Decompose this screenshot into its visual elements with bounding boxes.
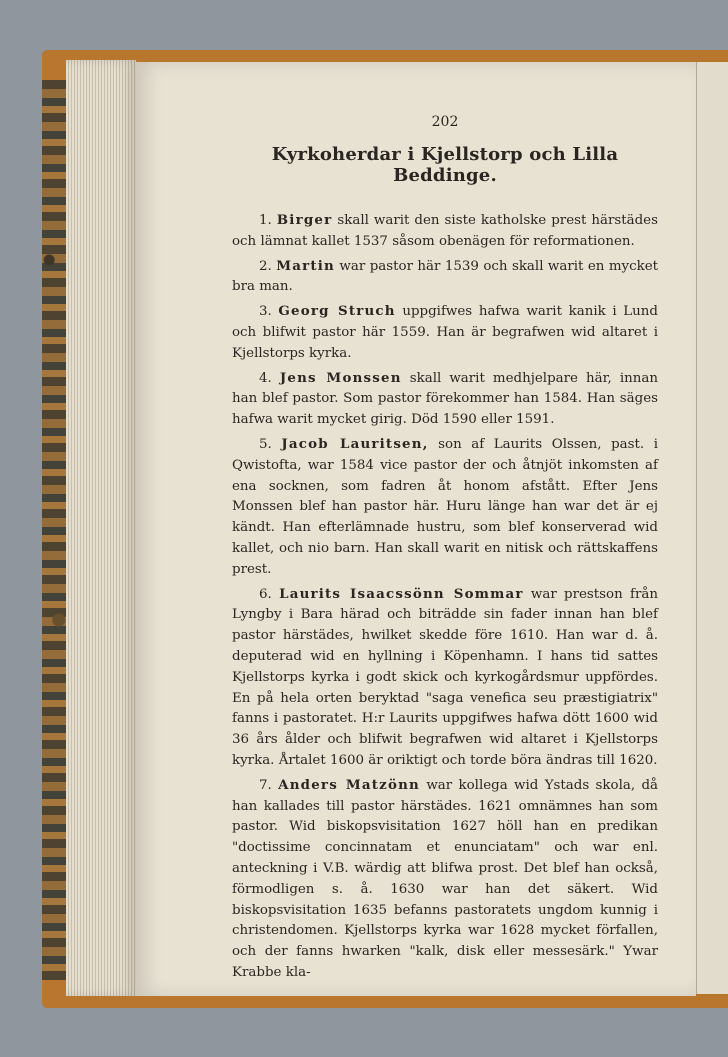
page-content	[232, 114, 658, 987]
entry-name: Jacob Lauritsen,	[281, 435, 429, 452]
entry-number: 3.	[259, 304, 272, 320]
marbled-edge	[42, 80, 66, 980]
entry-4	[232, 368, 658, 431]
entry-name: Anders Matzönn	[278, 776, 420, 793]
entry-name: Georg Struch	[278, 303, 396, 320]
entry-2	[232, 256, 658, 299]
entry-text: skall warit den siste katholske prest härstädes och lämnat kallet 1537 såsom obenägen för reformationen.	[232, 213, 658, 249]
entry-text: uppgifwes hafwa warit kanik i Lund och blifwit pastor här 1559. Han är begrafwen wid altaret i Kjellstorps kyrka.	[232, 304, 658, 361]
page-stack-edges	[66, 60, 136, 996]
page-title: Kyrkoherdar i Kjellstorp och Lilla Beddinge.	[271, 144, 619, 186]
entry-3	[232, 301, 658, 364]
entry-number: 2.	[259, 258, 272, 274]
entry-7	[232, 775, 658, 984]
entry-text: war pastor här 1539 och skall warit en mycket bra man.	[232, 258, 659, 295]
entry-number: 7.	[259, 777, 272, 793]
entry-text: skall warit medhjelpare här, innan han blef pastor. Som pastor förekommer han 1584. Han säges hafwa warit mycket girig. Död 1590 eller 1591.	[232, 370, 658, 428]
entry-name: Jens Monssen	[279, 369, 402, 386]
entry-text: son af Laurits Olssen, past. i Qwistofta, war 1584 vice pastor der och åtnjöt inkomsten af ena socknen, som fadren åt honom afstått. Efter Jens Monssen blef han pastor här. Huru länge han war det är ej kändt. Han efterlämnade hustru, som blef konserverad wid kallet, och nio barn. Han skall warit en nitisk och rättskaffens prest.	[232, 436, 658, 577]
entry-6	[232, 584, 658, 772]
entry-text: war prestson från Lyngby i Bara härad och biträdde sin fader innan han blef pastor härstädes, hwilket skedde före 1610. Han war d. å. deputerad wid en hyllning i Köpenhamn. I hans tid sattes Kjellstorps kyrka i godt skick och kyrkogårdsmur uppfördes. En på hela orten beryktad "saga venefica seu præstigiatrix" fanns i pastoratet. H:r Laurits uppgifwes hafwa dött 1600 wid 36 års ålder och blifwit begrafwen wid altaret i Kjellstorps kyrka. Årtalet 1600 är oriktigt och torde böra ändras till 1620.	[232, 586, 658, 768]
entry-name: Birger	[276, 212, 333, 228]
entry-1	[232, 210, 658, 253]
entry-5	[232, 434, 658, 581]
entry-text: war kollega wid Ystads skola, då han kallades till pastor härstädes. 1621 omnämnes han som pastor. Wid biskopsvisitation 1627 höll han en predikan "doctissime concinnatam et enunciatam" och war enl. anteckning i V.B. wärdig att blifwa prost. Det blef han också, förmodligen s. å. 1630 war han det säkert. Wid biskopsvisitation 1635 befanns pastoratets ungdom kunnig i christendomen. Kjellstorps kyrka war 1628 mycket förfallen, och der fanns hwarken "kalk, disk eller messesärk." Ywar Krabbe kla-	[232, 777, 659, 980]
entry-name: Martin	[276, 257, 335, 274]
page-number: 202	[431, 114, 459, 130]
entry-number: 4.	[259, 370, 272, 386]
entry-name: Laurits Isaacssönn Sommar	[279, 585, 524, 602]
entry-number: 5.	[259, 436, 272, 452]
facing-page-edge	[696, 62, 728, 994]
entry-number: 6.	[259, 586, 272, 602]
entry-number: 1.	[259, 213, 272, 228]
